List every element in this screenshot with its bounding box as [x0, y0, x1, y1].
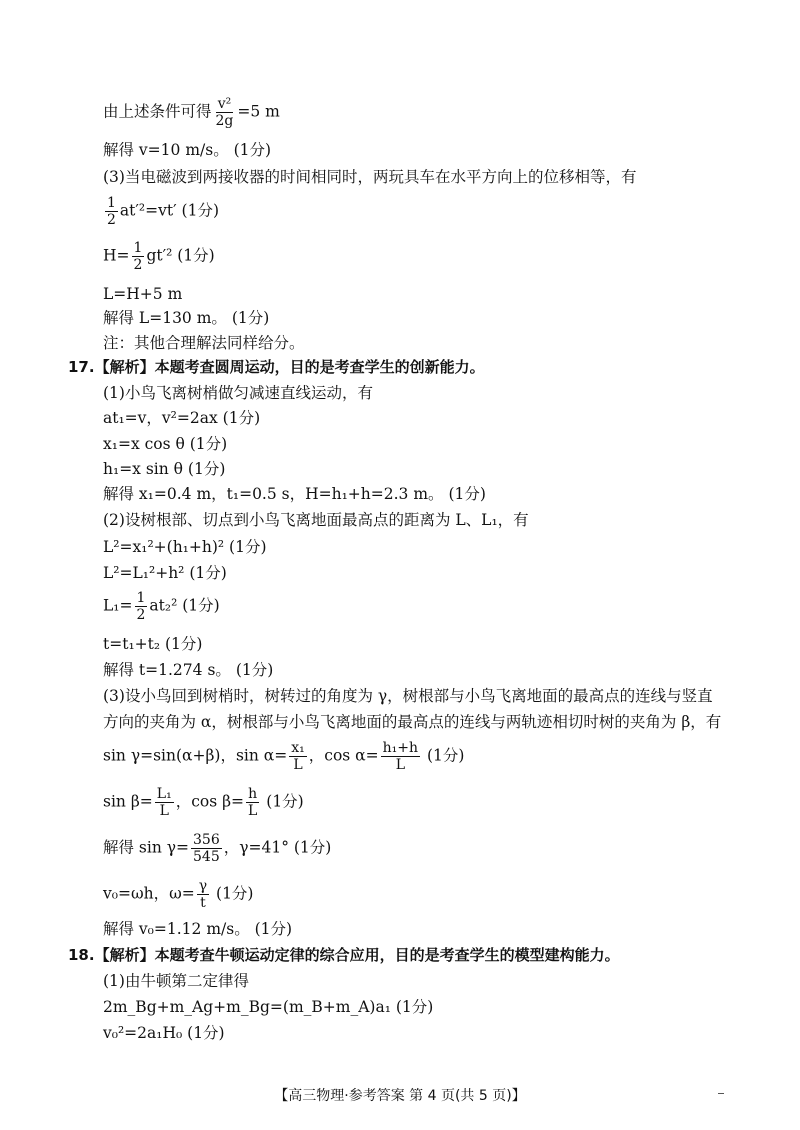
text: at₂² (1分) — [149, 596, 220, 615]
line-17-solve2: 解得 t=1.274 s。 (1分) — [103, 661, 274, 679]
denominator: L — [395, 757, 405, 774]
text: sin β= — [103, 792, 153, 811]
line-eq-displacement — [103, 195, 219, 228]
denominator: 2 — [136, 607, 146, 624]
line-17-solve1: 解得 x₁=0.4 m，t₁=0.5 s，H=h₁+h=2.3 m。 (1分) — [103, 485, 486, 503]
line-17-solve4: 解得 v₀=1.12 m/s。 (1分) — [103, 920, 293, 938]
numerator: 356 — [193, 832, 220, 848]
line-17-eq6 — [103, 590, 220, 623]
fraction — [132, 240, 145, 273]
line-17-solve3 — [103, 832, 331, 865]
fraction — [155, 786, 174, 819]
text: H= — [103, 246, 130, 265]
line-solve-v: 解得 v=10 m/s。 (1分) — [103, 141, 272, 159]
line-17-eq1: at₁=v，v²=2ax (1分) — [103, 409, 261, 427]
line-17-part2: (2)设树根部、切点到小鸟飞离地面最高点的距离为 L、L₁，有 — [103, 511, 529, 529]
text: ，cos α= — [308, 746, 379, 765]
text: (1分) — [261, 792, 304, 811]
denominator: 545 — [193, 849, 220, 866]
line-17-eq9 — [103, 786, 304, 819]
numerator: L₁ — [156, 786, 172, 802]
denominator: L — [293, 757, 303, 774]
text: (1分) — [211, 884, 254, 903]
fraction — [246, 786, 259, 819]
line-17-part1: (1)小鸟飞离树梢做匀减速直线运动，有 — [103, 384, 373, 402]
fraction — [289, 740, 307, 773]
line-17-part3a: (3)设小鸟回到树梢时，树转过的角度为 γ，树根部与小鸟飞离地面的最高点的连线与竖直 — [103, 687, 713, 705]
line-17-eq10 — [103, 878, 253, 911]
line-17-eq7: t=t₁+t₂ (1分) — [103, 635, 203, 653]
line-17-eq4: L²=x₁²+(h₁+h)² (1分) — [103, 538, 267, 556]
text: ，γ=41° (1分) — [223, 838, 332, 857]
fraction — [214, 96, 236, 129]
denominator: 2 — [133, 257, 143, 274]
denominator: t — [200, 895, 206, 912]
text: gt′² (1分) — [146, 246, 215, 265]
corner-mark — [718, 1093, 724, 1094]
text: sin γ=sin(α+β)，sin α= — [103, 746, 288, 765]
numerator: h₁+h — [382, 740, 419, 756]
text: v₀=ωh，ω= — [103, 884, 195, 903]
line-eq-H — [103, 240, 215, 273]
numerator: x₁ — [291, 740, 305, 756]
text: 解得 sin γ= — [103, 838, 189, 857]
denominator: 2 — [107, 212, 116, 229]
numerator: v² — [217, 96, 232, 112]
text: 由上述条件可得 — [103, 102, 212, 121]
text: (1分) — [422, 746, 465, 765]
line-18-eq1: 2m_Bg+m_Ag+m_Bg=(m_B+m_A)a₁ (1分) — [103, 998, 434, 1016]
denominator: 2g — [215, 113, 234, 130]
text: L₁= — [103, 596, 133, 615]
fraction — [135, 590, 148, 623]
line-17-eq2: x₁=x cos θ (1分) — [103, 435, 228, 453]
question-18-heading: 18.【解析】本题考查牛顿运动定律的综合应用，目的是考查学生的模型建构能力。 — [68, 946, 620, 964]
numerator: 1 — [133, 240, 143, 256]
line-part3-intro: (3)当电磁波到两接收器的时间相同时，两玩具车在水平方向上的位移相等，有 — [103, 168, 637, 186]
line-17-eq5: L²=L₁²+h² (1分) — [103, 564, 227, 582]
fraction — [197, 878, 209, 911]
fraction — [191, 832, 222, 865]
text: ，cos β= — [175, 792, 245, 811]
line-condition — [103, 96, 280, 129]
numerator: 1 — [136, 590, 146, 606]
page-footer: 【高三物理·参考答案 第 4 页(共 5 页)】 — [274, 1088, 526, 1104]
numerator: γ — [198, 878, 208, 894]
fraction — [105, 195, 118, 228]
line-17-eq3: h₁=x sin θ (1分) — [103, 460, 226, 478]
numerator: 1 — [107, 195, 116, 211]
text: =5 m — [237, 102, 280, 121]
line-solve-L: 解得 L=130 m。 (1分) — [103, 309, 270, 327]
fraction — [381, 740, 420, 773]
text: at′²=vt′ (1分) — [119, 201, 219, 220]
line-18-part1: (1)由牛顿第二定律得 — [103, 972, 249, 990]
line-note: 注：其他合理解法同样给分。 — [103, 334, 305, 352]
denominator: L — [159, 803, 169, 820]
question-17-heading: 17.【解析】本题考查圆周运动，目的是考查学生的创新能力。 — [68, 358, 485, 376]
line-eq-L: L=H+5 m — [103, 285, 183, 303]
numerator: h — [248, 786, 258, 802]
denominator: L — [248, 803, 258, 820]
line-17-part3b: 方向的夹角为 α，树根部与小鸟飞离地面的最高点的连线与两轨迹相切时树的夹角为 β，有 — [103, 713, 722, 731]
line-18-eq2: v₀²=2a₁H₀ (1分) — [103, 1024, 225, 1042]
line-17-eq8 — [103, 740, 464, 773]
